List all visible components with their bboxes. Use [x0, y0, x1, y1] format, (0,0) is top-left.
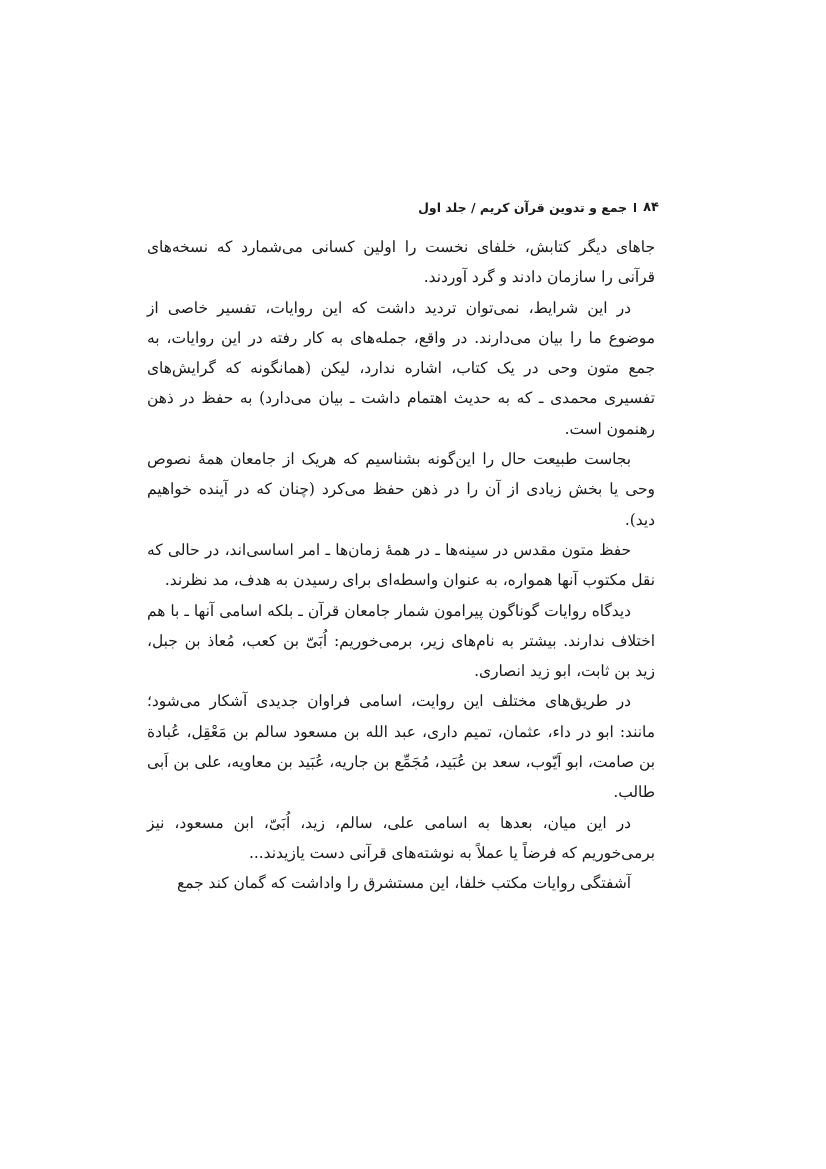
- paragraph-1: جاهای دیگر کتابش، خلفای نخست را اولین کسانی می‌شمارد که نسخه‌های قرآنی را سازمان دادند و گرد آوردند.: [147, 238, 655, 287]
- paragraph-8: آشفتگی روایات مکتب خلفا، این مستشرق را واداشت که گمان کند جمع: [177, 874, 631, 893]
- body-text: [147, 232, 655, 992]
- running-title: جمع و تدوین قرآن کریم / جلد اول: [418, 199, 628, 215]
- paragraph-4: حفظ متون مقدس در سینه‌ها ـ در همهٔ زمان‌ها ـ امر اساسی‌اند، در حالی که نقل مکتوب آنها همواره، به عنوان واسطه‌ای برای رسیدن به هدف، مد نظرند.: [147, 540, 655, 590]
- paragraph-7: در این میان، بعدها به اسامی علی، سالم، زید، اُبَیّ، ابن مسعود، نیز برمی‌خوریم که فرضاً یا عملاً به نوشته‌های قرآنی دست یازیدند...: [147, 813, 655, 862]
- square-bullet-icon: [634, 203, 636, 212]
- paragraph-6: در طریق‌های مختلف این روایت، اسامی فراوان جدیدی آشکار می‌شود؛ مانند: ابو در داء، عثمان، تمیم داری، عبد الله بن مسعود سالم بن مَعْقِل، عُبادة بن صامت، ابو اَیّوب، سعد بن عُبَید، مُجَمِّع بن جاریه، عُبَید بن معاویه، علی بن اَبی طالب.: [147, 692, 655, 802]
- paragraph-3: بجاست طبیعت حال را این‌گونه بشناسیم که هریک از جامعان همهٔ نصوص وحی یا بخش زیادی از آن را در ذهن حفظ می‌کرد (چنان که در آینده خواهیم دید).: [147, 450, 655, 529]
- paragraph-5: دیدگاه روایات گوناگون پیرامون شمار جامعان قرآن ـ بلکه اسامی آنها ـ با هم اختلاف ندارند. بیشتر به نام‌های زیر، برمی‌خوریم: اُبَیّ بن کعب، مُعاذ بن جبل، زید بن ثابت، ابو زید انصاری.: [147, 601, 655, 681]
- page-header: [418, 194, 659, 220]
- page-number: ۸۴: [643, 199, 659, 215]
- paragraph-2: در این شرایط، نمی‌توان تردید داشت که این روایات، تفسیر خاصی از موضوع ما را بیان می‌دارند. در واقع، جمله‌های به کار رفته در این روایات، به جمع متون وحی در یک کتاب، اشاره ندارد، لیکن (همانگونه که گرایش‌های تفسیری محمدی ـ که به حدیث اهتمام داشت ـ بیان می‌دارد) به حفظ در ذهن رهنمون است.: [147, 298, 655, 438]
